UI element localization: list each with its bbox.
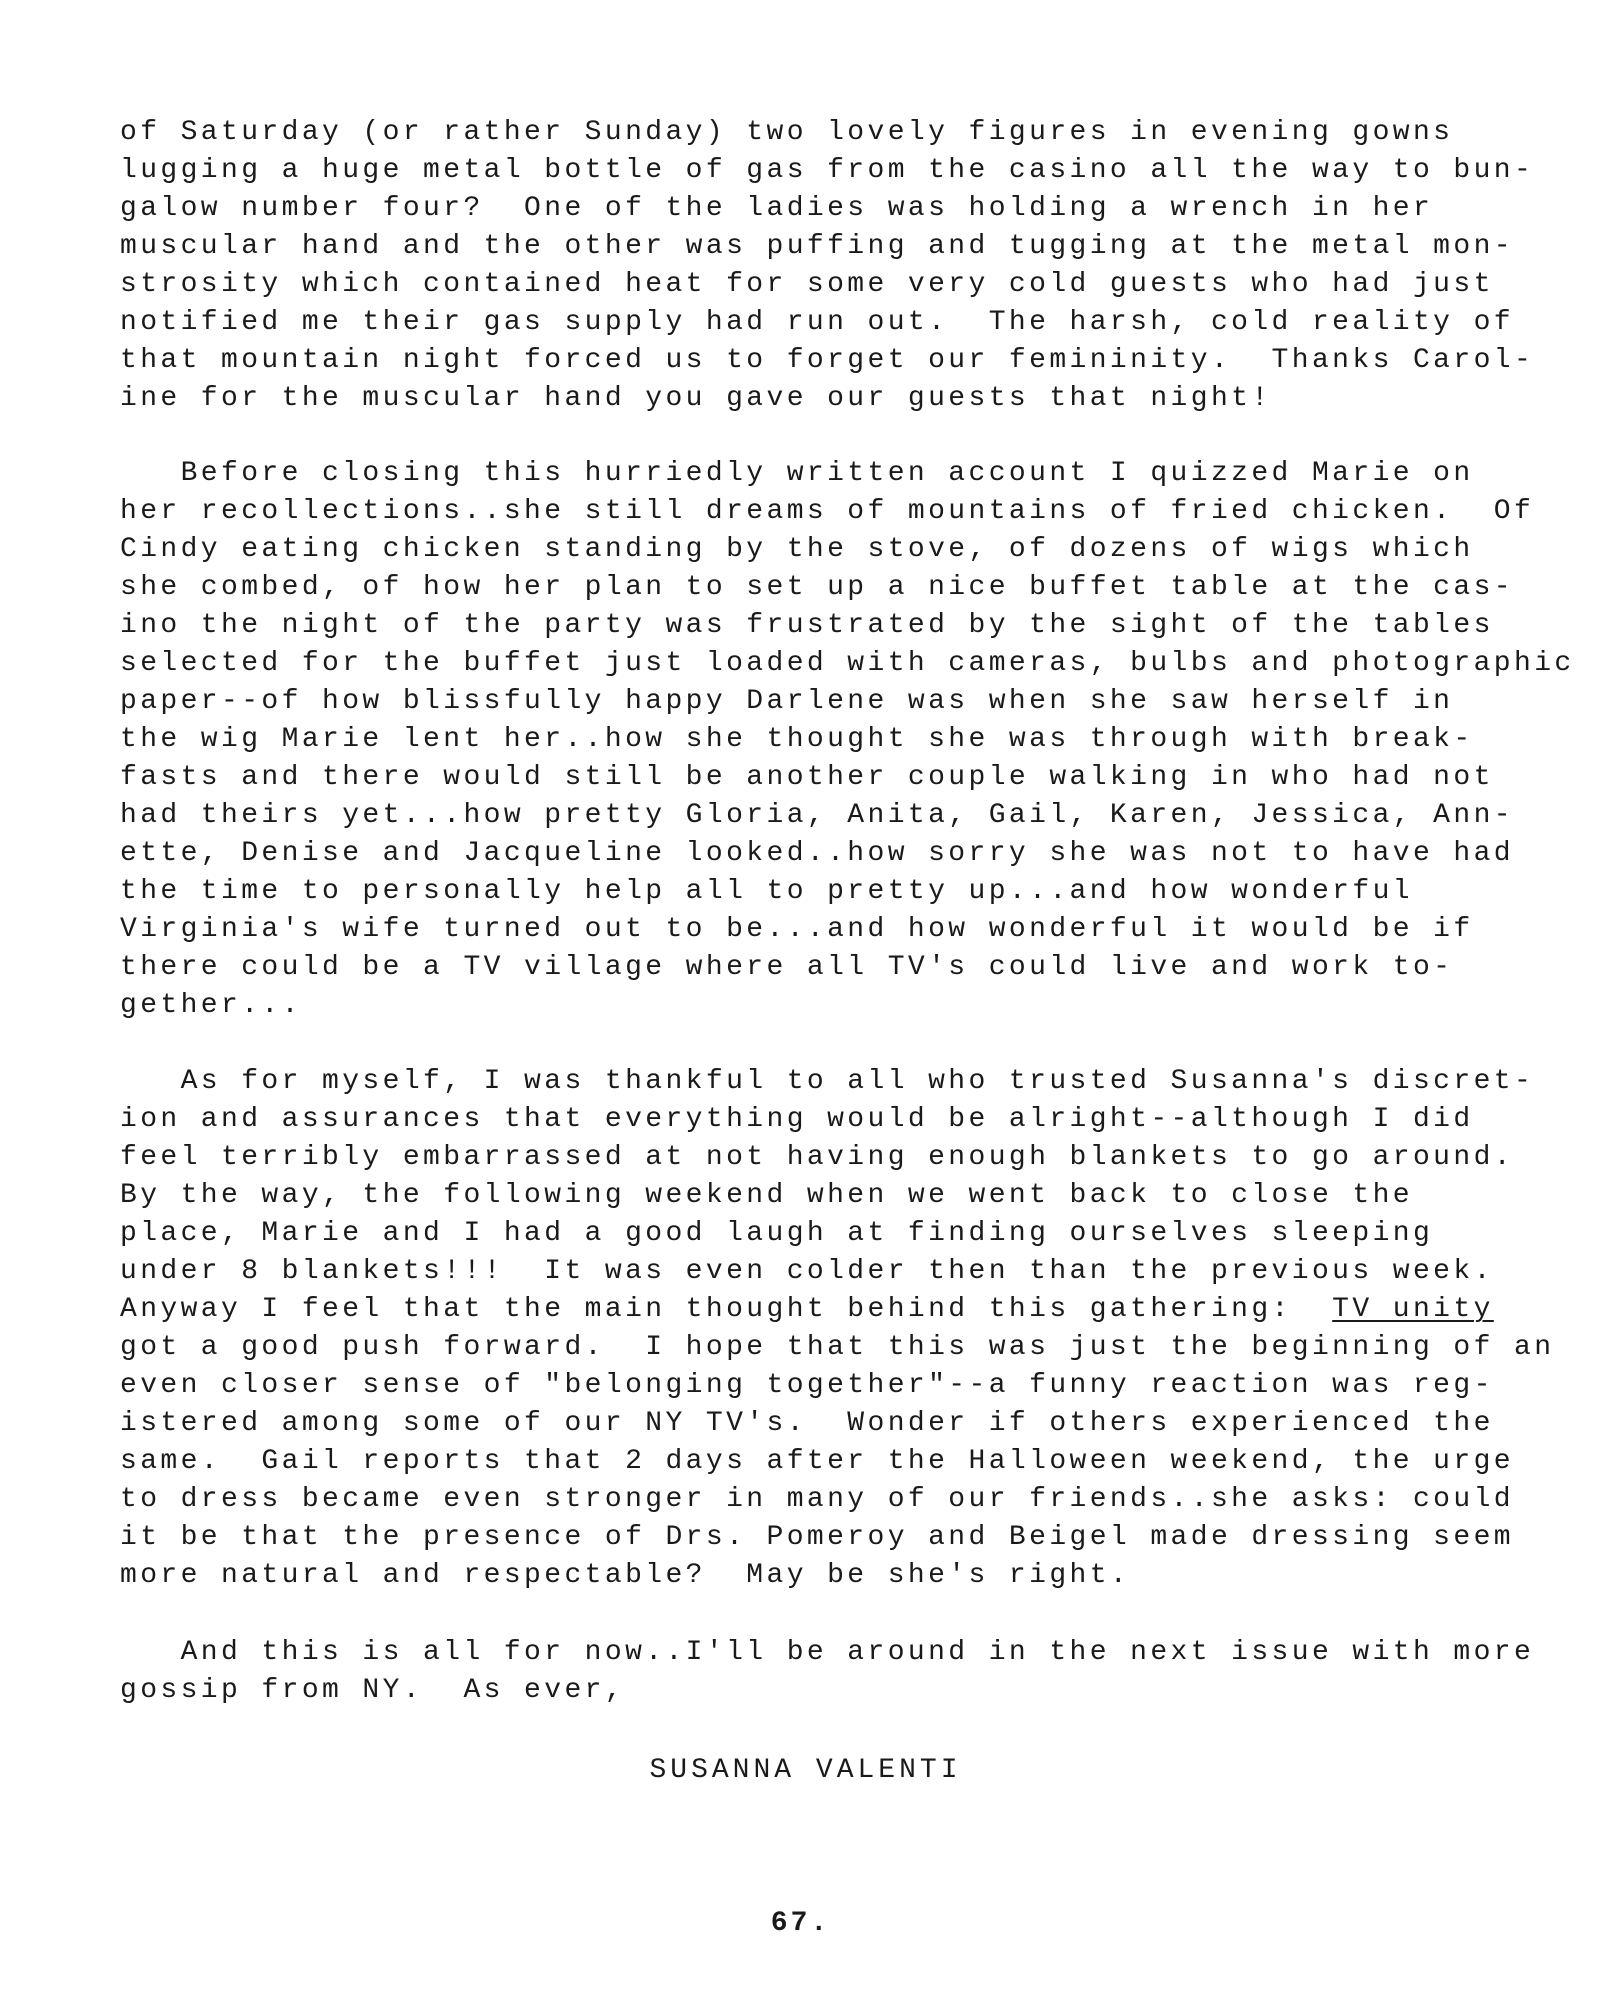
- paragraph-2: [120, 455, 1575, 1025]
- text-line: ine for the muscular hand you gave our guests that night!: [120, 383, 1272, 414]
- text-line: As for myself, I was thankful to all who trusted Susanna's discret-: [120, 1066, 1535, 1097]
- text-line: notified me their gas supply had run out. The harsh, cold reality of: [120, 307, 1514, 338]
- text-line: gossip from NY. As ever,: [120, 1675, 626, 1706]
- text-line: to dress became even stronger in many of our friends..she asks: could: [120, 1484, 1514, 1515]
- text-line: Cindy eating chicken standing by the stove, of dozens of wigs which: [120, 534, 1474, 565]
- text-line: she combed, of how her plan to set up a nice buffet table at the cas-: [120, 572, 1514, 603]
- text-line: gether...: [120, 990, 302, 1021]
- text-line: more natural and respectable? May be she's right.: [120, 1560, 1131, 1591]
- text-line: selected for the buffet just loaded with cameras, bulbs and photographic: [120, 648, 1575, 679]
- text-line: under 8 blankets!!! It was even colder then than the previous week.: [120, 1256, 1494, 1287]
- text-line: galow number four? One of the ladies was holding a wrench in her: [120, 193, 1434, 224]
- text-line: lugging a huge metal bottle of gas from the casino all the way to bun-: [120, 155, 1535, 186]
- author-signature: SUSANNA VALENTI: [649, 1755, 962, 1786]
- text-line: even closer sense of "belonging together"--a funny reaction was reg-: [120, 1370, 1494, 1401]
- text-line: her recollections..she still dreams of mountains of fried chicken. Of: [120, 496, 1535, 527]
- text-line: Virginia's wife turned out to be...and how wonderful it would be if: [120, 914, 1474, 945]
- text-line: of Saturday (or rather Sunday) two lovely figures in evening gowns: [120, 117, 1454, 148]
- text-line: there could be a TV village where all TV's could live and work to-: [120, 952, 1454, 983]
- text-line: that mountain night forced us to forget our femininity. Thanks Carol-: [120, 345, 1535, 376]
- underlined-phrase: TV unity: [1332, 1294, 1494, 1325]
- text-segment: Anyway I feel that the main thought behind this gathering:: [120, 1294, 1333, 1325]
- paragraph-3: [120, 1063, 1555, 1595]
- paragraph-1: [120, 114, 1535, 418]
- text-line: paper--of how blissfully happy Darlene was when she saw herself in: [120, 686, 1454, 717]
- text-line: the time to personally help all to pretty up...and how wonderful: [120, 876, 1413, 907]
- text-line: Before closing this hurriedly written account I quizzed Marie on: [120, 458, 1474, 489]
- text-line: muscular hand and the other was puffing and tugging at the metal mon-: [120, 231, 1514, 262]
- text-line: got a good push forward. I hope that this was just the beginning of an: [120, 1332, 1555, 1363]
- text-line: it be that the presence of Drs. Pomeroy and Beigel made dressing seem: [120, 1522, 1514, 1553]
- text-line: ino the night of the party was frustrated by the sight of the tables: [120, 610, 1494, 641]
- text-line: ion and assurances that everything would be alright--although I did: [120, 1104, 1474, 1135]
- text-line: place, Marie and I had a good laugh at finding ourselves sleeping: [120, 1218, 1434, 1249]
- text-line: the wig Marie lent her..how she thought she was through with break-: [120, 724, 1474, 755]
- page-number: 67.: [770, 1908, 831, 1939]
- text-line: And this is all for now..I'll be around in the next issue with more: [120, 1637, 1535, 1668]
- text-line: same. Gail reports that 2 days after the Halloween weekend, the urge: [120, 1446, 1514, 1477]
- text-line-with-emphasis: [120, 1291, 1520, 1329]
- text-line: ette, Denise and Jacqueline looked..how sorry she was not to have had: [120, 838, 1514, 869]
- text-line: had theirs yet...how pretty Gloria, Anita, Gail, Karen, Jessica, Ann-: [120, 800, 1514, 831]
- text-line: feel terribly embarrassed at not having enough blankets to go around.: [120, 1142, 1514, 1173]
- text-line: fasts and there would still be another couple walking in who had not: [120, 762, 1494, 793]
- paragraph-4: [120, 1634, 1535, 1710]
- text-line: By the way, the following weekend when we went back to close the: [120, 1180, 1413, 1211]
- text-line: strosity which contained heat for some very cold guests who had just: [120, 269, 1494, 300]
- text-line: istered among some of our NY TV's. Wonder if others experienced the: [120, 1408, 1494, 1439]
